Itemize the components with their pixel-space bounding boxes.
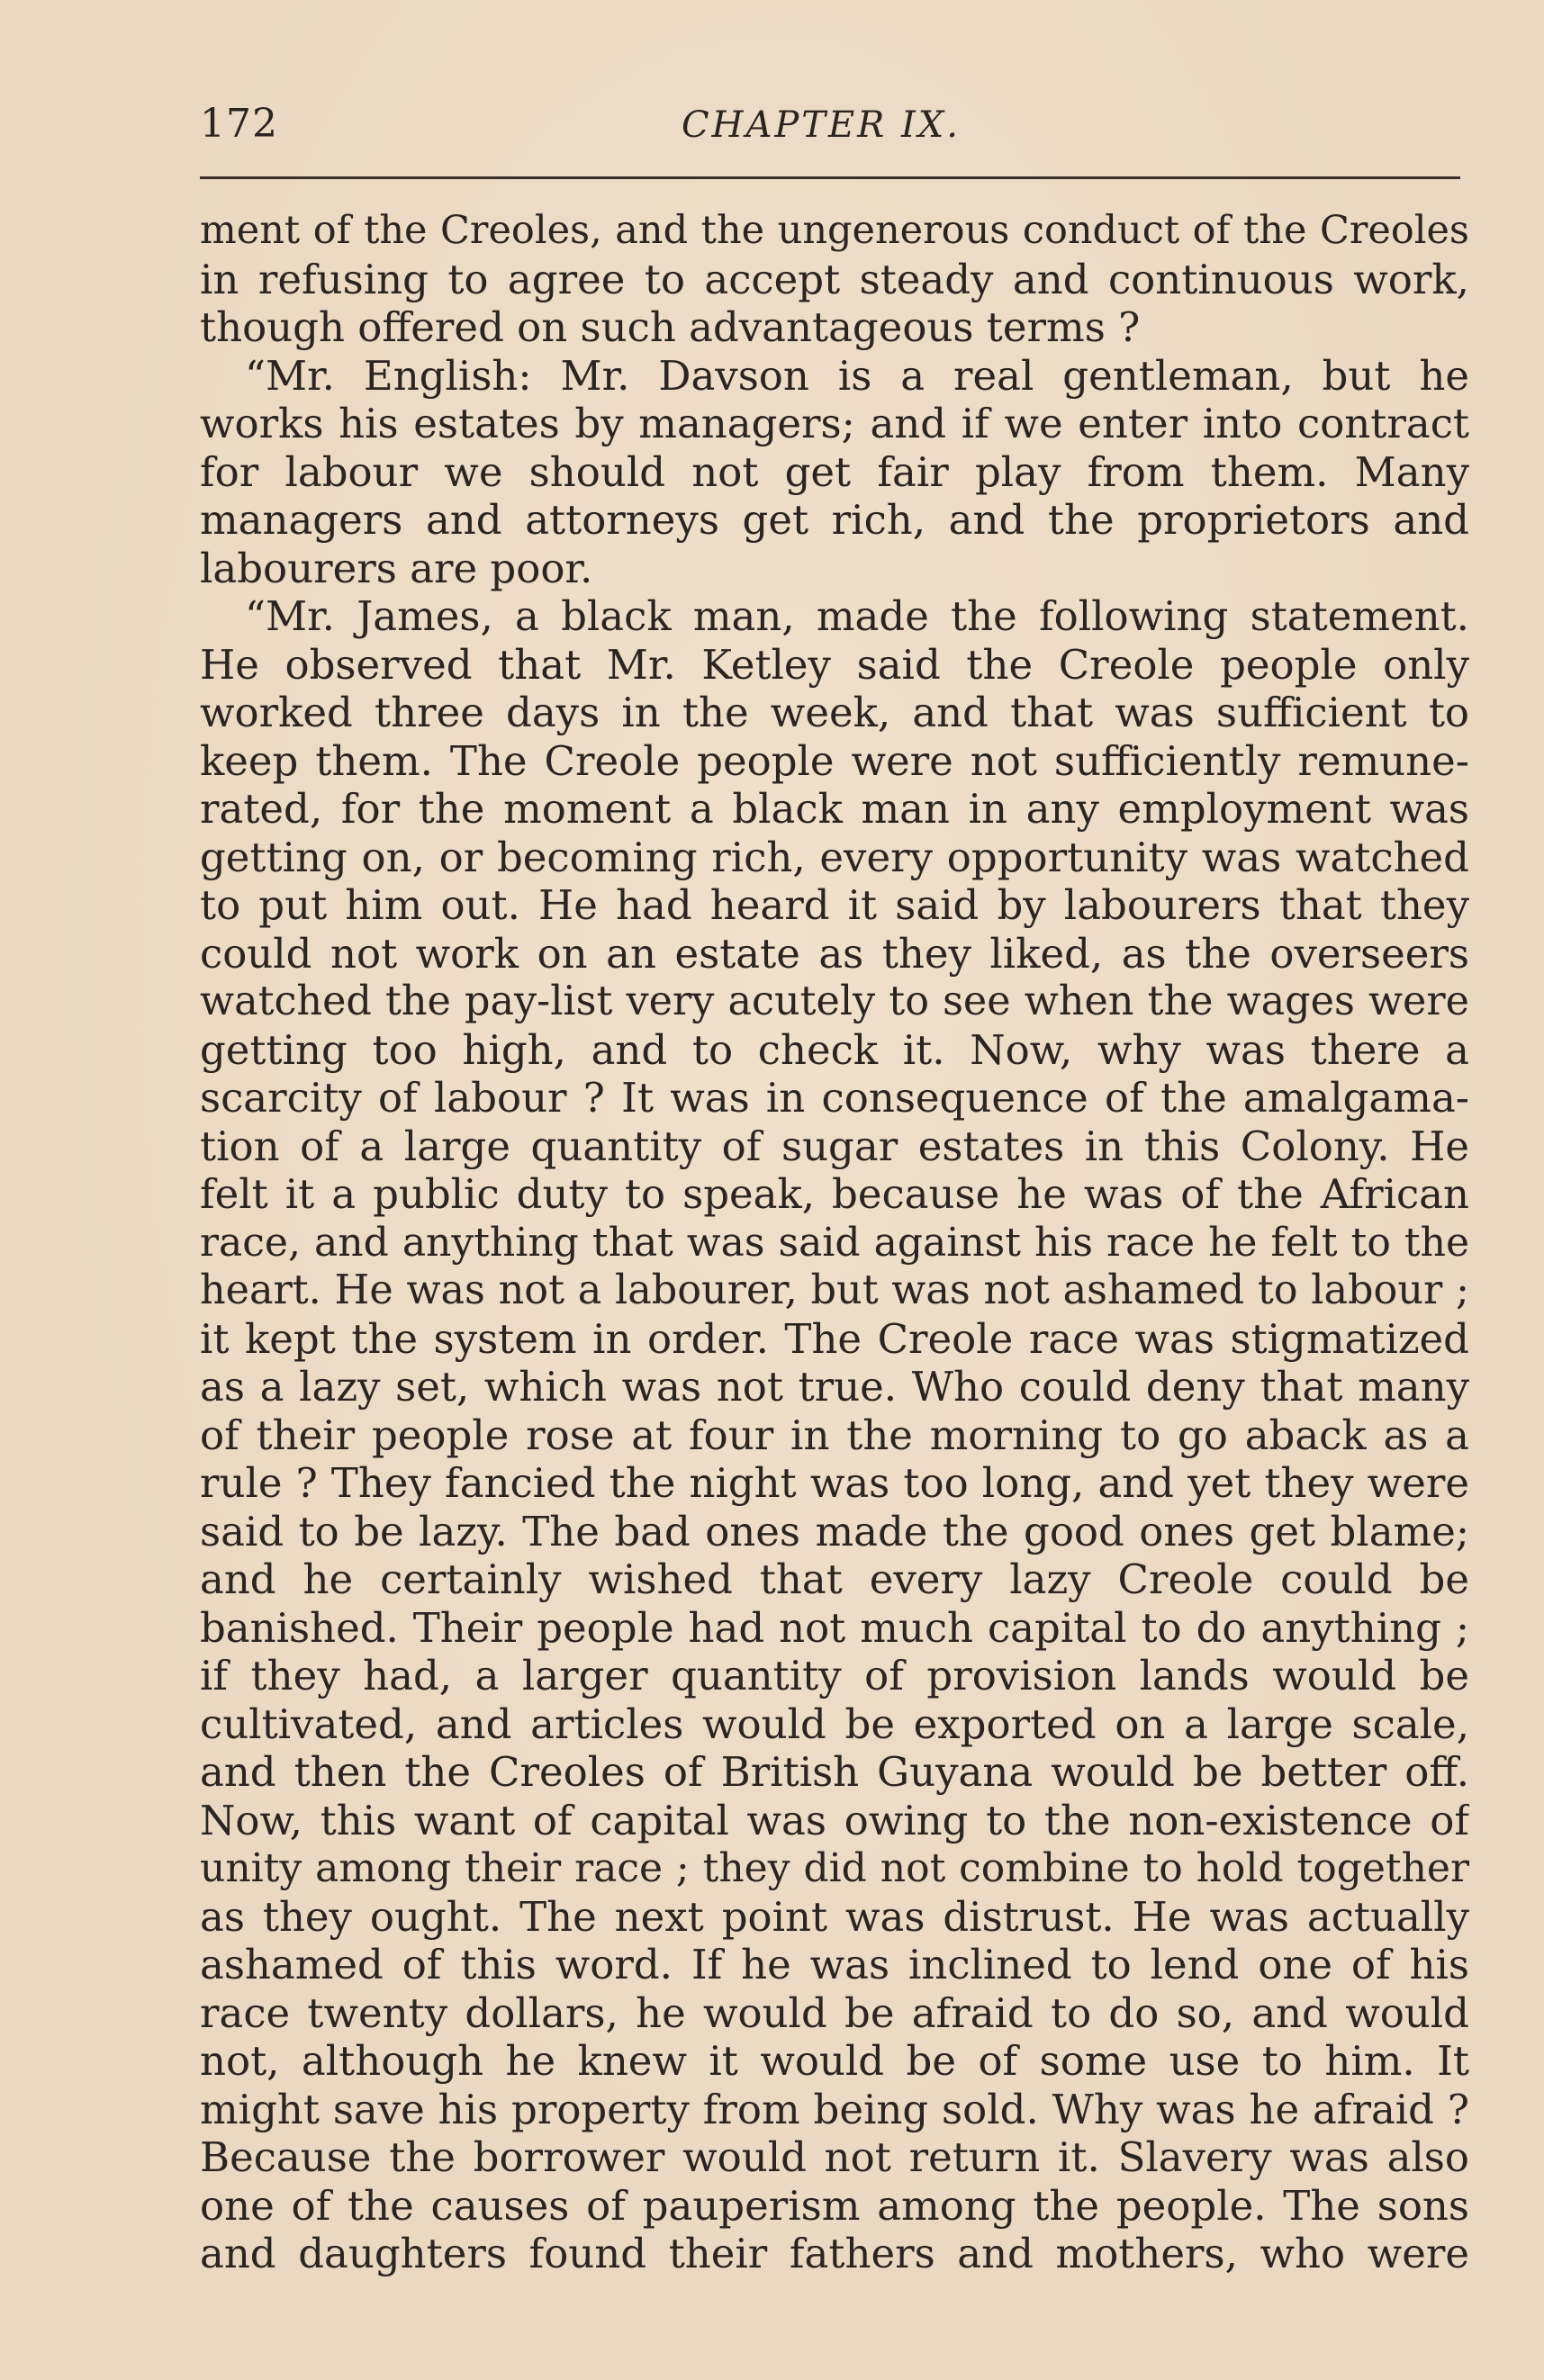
text-line: tion of a large quantity of sugar estates in this Colony. He bbox=[200, 1122, 1469, 1170]
text-line: He observed that Mr. Ketley said the Creole people only bbox=[200, 640, 1469, 689]
text-line: race, and anything that was said against his race he felt to the bbox=[200, 1219, 1469, 1266]
text-line: might save his property from being sold. Why was he afraid ? bbox=[200, 2085, 1469, 2133]
text-line: as a lazy set, which was not true. Who could deny that many bbox=[200, 1363, 1469, 1411]
text-line: managers and attorneys get rich, and the proprietors and bbox=[200, 496, 1469, 544]
text-line: not, although he knew it would be of some use to him. It bbox=[200, 2037, 1469, 2085]
text-line: and daughters found their fathers and mothers, who were bbox=[200, 2230, 1469, 2277]
text-line: rule ? They fancied the night was too long, and yet they were bbox=[200, 1459, 1469, 1507]
text-line: said to be lazy. The bad ones made the good ones get blame; bbox=[200, 1507, 1469, 1555]
text-line: cultivated, and articles would be exported on a large scale, bbox=[200, 1699, 1469, 1748]
text-line: of their people rose at four in the morning to go aback as a bbox=[200, 1411, 1469, 1459]
text-line: for labour we should not get fair play from them. Many bbox=[200, 447, 1469, 496]
text-line: one of the causes of pauperism among the people. The sons bbox=[200, 2181, 1469, 2230]
text-line: labourers are poor. bbox=[200, 544, 593, 592]
text-line: ashamed of this word. If he was inclined to lend one of his bbox=[200, 1941, 1469, 1988]
text-line: though offered on such advantageous terms ? bbox=[200, 303, 1141, 351]
text-line: scarcity of labour ? It was in consequence of the amalgama- bbox=[200, 1074, 1469, 1122]
text-line: it kept the system in order. The Creole race was stigmatized bbox=[200, 1314, 1469, 1363]
text-line: worked three days in the week, and that was sufficient to bbox=[200, 689, 1469, 736]
text-line: watched the pay-list very acutely to see when the wages were bbox=[200, 978, 1469, 1024]
text-line: and then the Creoles of British Guyana would be better off. bbox=[200, 1748, 1469, 1796]
text-line: “Mr. English: Mr. Davson is a real gentleman, but he bbox=[245, 351, 1469, 400]
running-head: CHAPTER IX. bbox=[682, 104, 961, 146]
page-number: 172 bbox=[200, 101, 278, 147]
text-line: “Mr. James, a black man, made the following statement. bbox=[245, 592, 1469, 640]
body-text bbox=[200, 207, 1469, 2278]
text-line: heart. He was not a labourer, but was not ashamed to labour ; bbox=[200, 1267, 1469, 1313]
text-line: and he certainly wished that every lazy Creole could be bbox=[200, 1555, 1469, 1603]
text-line: works his estates by managers; and if we enter into contract bbox=[200, 400, 1469, 447]
text-line: race twenty dollars, he would be afraid to do so, and would bbox=[200, 1988, 1469, 2037]
text-line: Because the borrower would not return it. Slavery was also bbox=[200, 2133, 1469, 2181]
text-line: as they ought. The next point was distrust. He was actually bbox=[200, 1892, 1469, 1941]
header-rule bbox=[200, 176, 1460, 179]
text-line: in refusing to agree to accept steady and continuous work, bbox=[200, 255, 1469, 303]
page-header bbox=[200, 101, 1460, 155]
text-line: getting on, or becoming rich, every opportunity was watched bbox=[200, 833, 1469, 881]
text-line: ment of the Creoles, and the ungenerous conduct of the Creoles bbox=[200, 208, 1469, 253]
text-line: banished. Their people had not much capital to do anything ; bbox=[200, 1603, 1469, 1652]
text-line: if they had, a larger quantity of provision lands would be bbox=[200, 1652, 1469, 1699]
text-line: unity among their race ; they did not combine to hold together bbox=[200, 1845, 1469, 1891]
text-line: getting too high, and to check it. Now, why was there a bbox=[200, 1025, 1469, 1074]
text-line: Now, this want of capital was owing to the non-existence of bbox=[200, 1796, 1469, 1844]
text-line: to put him out. He had heard it said by labourers that they bbox=[200, 881, 1469, 929]
text-line: rated, for the moment a black man in any employment was bbox=[200, 785, 1469, 833]
text-line: keep them. The Creole people were not sufficiently remune- bbox=[200, 736, 1469, 785]
text-line: could not work on an estate as they liked, as the overseers bbox=[200, 929, 1469, 978]
text-line: felt it a public duty to speak, because he was of the African bbox=[200, 1170, 1469, 1218]
